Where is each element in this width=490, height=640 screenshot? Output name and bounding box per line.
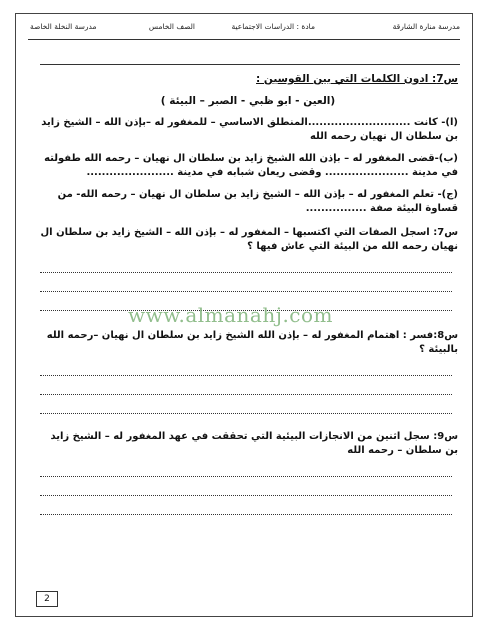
page-header [30,22,460,36]
worksheet-content [38,66,458,515]
header-divider [28,39,460,40]
header-grade: الصف الخامس [148,22,195,31]
watermark: www.almanahj.com [128,303,334,327]
question-7-item-c: (ج)- تعلم المغفور له – بإذن الله – الشيخ زايد بن سلطان ال نهيان – رحمه الله- من قساوة البيئة صفة ................ [57,189,458,214]
header-divider-lower [40,64,460,65]
question-7-title: س7: ادون الكلمات التي بين القوسين : [256,73,458,85]
header-subject: مادة : الدراسات الاجتماعية [231,22,315,31]
question-7-item-a: (ا)- كانت ...........................المنطلق الاساسي – للمغفور له –بإذن الله – الشيخ زايد بن سلطان ال نهيان رحمه الله [41,117,458,142]
answer-line[interactable] [40,399,452,414]
question-9-text: س9: سجل اثنين من الانجازات البيئية التي تحققت في عهد المغفور له – الشيخ زايد بن سلطان – رحمه الله [50,431,458,456]
header-school: مدرسة منارة الشارقة [392,22,460,31]
answer-line[interactable] [40,277,452,292]
answer-line[interactable] [40,380,452,395]
header-school-secondary: مدرسة النخلة الخاصة [30,22,97,31]
page-number: 2 [36,591,58,607]
question-8-text: س8:فسر : اهتمام المغفور له – بإذن الله الشيخ زايد بن سلطان ال نهيان –رحمه الله بالبيئة ؟ [46,330,458,355]
answer-line[interactable] [40,258,452,273]
answer-line[interactable] [40,462,452,477]
answer-line[interactable] [40,361,452,376]
answer-line[interactable] [40,481,452,496]
question-7-item-b: (ب)-قضى المغفور له – بإذن الله الشيخ زايد بن سلطان ال نهيان – رحمه الله طفولته في مدينة ...................... وقضى ريعان شبابه في مدينة ....................... [44,153,458,178]
question-7-word-bank: (العين - ابو ظبي - الصبر – البيئة ) [160,95,336,107]
question-7b-text: س7: اسجل الصفات التي اكتسبها – المغفور له – بإذن الله – الشيخ زايد بن سلطان ال نهيان رحمه الله من البيئة التي عاش فيها ؟ [40,227,458,252]
answer-line[interactable] [40,500,452,515]
